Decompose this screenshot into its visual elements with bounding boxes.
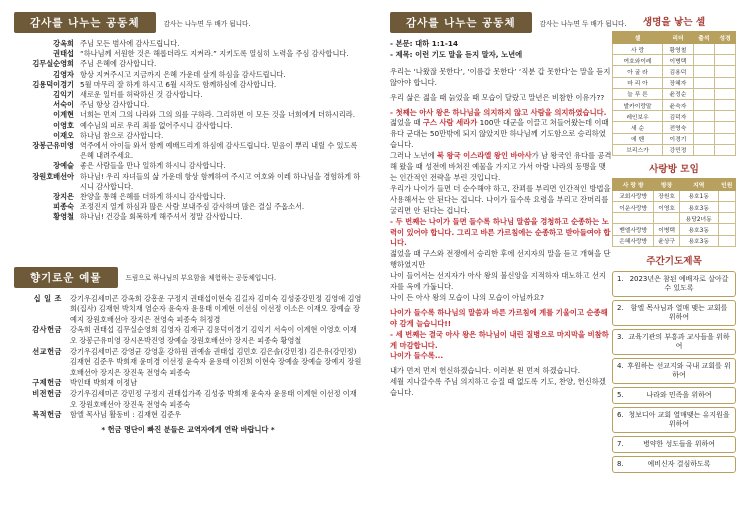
thanks-entry [14,49,362,59]
thanks-entry [14,172,362,192]
prayer-number: 8. [617,459,624,468]
thanks-entry [14,192,362,202]
cells-cell [693,122,714,133]
sermon-text-run: 세월 지나갈수록 주님 의지하고 승질 때 없도록 기도, 찬양, 헌신하겠습니다. [390,377,606,398]
offering-names: 강옥희 권태섭 김무실순영희 김영자 김재구 김용덕이경기 김익기 서숙이 이계현 이영호 이재오 장봉근유미영 장시온박진영 장예슬 장원호배선아 장지은 피종숙 황영철 [70,325,357,346]
groups-cell [718,224,735,235]
prayer-number: 5. [617,390,624,399]
sermon-header [390,12,627,33]
cells-row [613,133,736,144]
thanks-entry [14,70,362,80]
offering-header [14,267,362,288]
sermon-title: 감사를 나누는 공동체 [390,12,532,33]
offering-row [14,325,362,346]
cells-cell: 장혜자 [663,77,694,88]
offering-row [14,294,362,326]
thanks-title: 감사를 나누는 공동체 [14,12,156,33]
sermon-text-run: 나이 들어서는 선지자가 아사 왕의 불신앙을 지적하자 대노하고 선지자를 옥에 가둡니다. [390,271,606,292]
prayer-text: 2023년은 참된 예배자로 살아갈 수 있도록 [629,274,729,292]
prayer-number: 1. [617,274,624,283]
groups-row [613,224,736,235]
prayer-text: 함엘 목사님과 열매 맺는 교회를 위하여 [630,303,728,321]
sermon-text-run: 북 왕국 이스라엘 왕인 바아사 [436,151,532,161]
thanks-text: 하나님! 우리 자녀들의 삶 가운데 항상 함께하여 주시고 여호와 이레 하나님을 경험하게 하시니 감사합니다. [80,171,361,191]
groups-header-cell: 인원 [718,178,735,190]
prayer-text: 후원하는 선교지와 국내 교회를 위하여 [627,361,731,379]
thanks-name: 황영철 [53,212,74,222]
sermon-paragraph [390,93,612,104]
offering-list [14,294,362,421]
prayer-title: 주간기도제목 [646,255,702,267]
groups-header-cell: 방장 [654,178,679,190]
thanks-text: 하나님! 건강을 회복하게 해주셔서 정말 감사합니다. [80,212,243,222]
thanks-entry [14,59,362,69]
thanks-text: 역주에서 아이들 와서 함께 예배드리게 하심에 감사드립니다. 믿음이 뿌리 내릴 수 있도록 은혜 내려주세요. [80,141,358,161]
groups-header-cell: 사 랑 방 [613,178,654,190]
groups-cell [718,190,735,201]
groups-cell: 은혜사랑방 [613,235,654,246]
sermon-paragraph [390,330,612,352]
offering-label: 선교헌금 [32,346,62,356]
sermon-text-run: 나이가 들수록 하나님의 말씀과 바른 가르침에 계를 기울이고 순종해야 감게 늘습니다!! [390,307,608,328]
groups-cell: 이영호 [654,202,679,213]
cells-cell [693,144,714,155]
thanks-entry [14,212,362,222]
thanks-entry [14,161,362,171]
thanks-name: 권태섭 [53,49,74,59]
prayer-item [612,456,736,473]
prayer-item [612,387,736,404]
sermon-text-run: - 세 번째는 결국 아사 왕은 하나님이 내린 질병으로 마지막을 비참하게 마감합니다. [390,329,609,350]
prayer-number: 6. [617,410,624,419]
offering-names: 함엘 목사님 활동비 : 김재현 김준우 [70,410,182,420]
cells-table [612,31,736,156]
prayer-number: 4. [617,361,624,370]
groups-cell: 용호1동 [679,190,718,201]
cells-cell [714,122,735,133]
cells-cell [714,66,735,77]
cells-cell [693,88,714,99]
offering-row [14,347,362,379]
prayer-item [612,436,736,453]
cells-cell [714,44,735,55]
sermon-paragraph [390,271,612,293]
sermon-heading: - 제목: 이런 기도 말을 듣지 말자, 노년에 [390,49,523,59]
offering-names: 박인태 박희재 이정남 [70,378,138,388]
right-column [612,14,736,476]
cells-cell: 늘 푸 른 [613,88,663,99]
sermon-text-run: 우리가 나이가 들면 더 순수해야 하고, 잔꾀를 부리면 인간적인 방법을 사용해서는 안 된다는 겁니다. 나이가 들수록 요령을 부리고 잔머리를 굴리면 안 된다는 겁니다. [390,183,611,215]
cells-cell: 강민정 [663,144,694,155]
thanks-entry [14,202,362,212]
groups-cell [613,213,654,224]
thanks-entry [14,131,362,141]
sermon-subtitle: 감사는 나누면 두 배가 됩니다. [539,19,627,28]
cells-cell: 전영숙 [663,122,694,133]
thanks-name: 서숙이 [53,100,74,110]
prayer-list [612,271,736,473]
thanks-text: 조정진지 열게 하심과 많은 사람 보내주심 감사하며 많은 결실 주옵소서. [80,202,305,212]
thanks-name: 김용덕이경기 [32,79,74,89]
thanks-text: 주님 모든 범사에 감사드립니다. [80,39,180,48]
cells-cell: 레인보우 [613,111,663,122]
groups-cell: 교회사랑방 [613,190,654,201]
sermon-paragraph [390,184,612,217]
groups-table [612,178,736,247]
prayer-number: 3. [617,332,624,341]
cells-cell: 여호와이레 [613,55,663,66]
sermon-text-run: 우리 삶은 젊을 때 늙었을 때 모습이 달랐고 말년은 비참한 이유가?? [390,92,605,102]
thanks-entry [14,90,362,100]
offering-note: * 헌금 명단이 빠진 분들은 교역자에게 연락 바랍니다 * [101,424,275,434]
groups-cell: 용호3동 [679,224,718,235]
offering-label: 비전헌금 [32,389,62,398]
cells-cell [714,144,735,155]
thanks-name: 장봉근유미영 [32,141,74,151]
thanks-entry [14,141,362,161]
sermon-text-run: 나이 든 아사 왕의 모습이 나의 모습이 아닐까요? [390,292,545,302]
thanks-name: 김무실순영희 [32,59,74,69]
offering-names: 강기우김세미곤 강영균 강영훈 강하원 권예솔 권태섭 김민호 김은솔(강민정) 김은유(강민정) 김재현 김준우 박희재 윤미경 이선정 윤숙자 윤용태 이진희 이현숙 장예솔 장예슬 장예지 장원호배선아 장지은 장진욱 전영숙 피종숙 [70,346,362,377]
prayer-item-inner [617,275,731,293]
thanks-name: 김익기 [53,90,74,100]
sermon-paragraph [390,217,612,250]
thanks-list [14,39,362,223]
groups-cell: 이병택 [654,224,679,235]
sermon-paragraph [390,377,612,399]
cells-row [613,55,736,66]
prayer-item-inner [617,460,731,469]
prayer-text: 청보디아 교회 열매맺는 유지원을 위하여 [628,410,730,428]
sermon-paragraph [390,249,612,271]
groups-cell [654,213,679,224]
cells-header-cell: 셀 [613,32,663,44]
cells-row [613,44,736,55]
sermon-text-run: 젊었을 때 [390,118,423,128]
thanks-text: 하나님 참으로 감사합니다. [80,130,164,140]
prayer-item [612,407,736,433]
groups-cell: 벧엘사랑방 [613,224,654,235]
thanks-name: 김영자 [53,69,74,79]
cells-row [613,66,736,77]
prayer-text: 병약한 성도들을 위하여 [642,439,716,448]
thanks-name: 장지은 [53,192,74,202]
thanks-name: 장예슬 [53,161,74,171]
thanks-text: 예수님의 피로 우리 죄를 없어주시니 감사합니다. [80,120,233,130]
thanks-text: 항상 지켜주시고 지금까지 은혜 가운데 살게 하심을 감사드립니다. [80,69,286,79]
sermon-paragraph [390,293,612,304]
sermon-paragraph [390,108,612,119]
groups-cell: 용호3동 [679,235,718,246]
cells-cell: 에 벤 [613,133,663,144]
sermon-text-run: 우리는 ‘나왔잖 못한다’, ‘이름갑 못한다’ ‘직분 갑 못한다’는 말을 듣지 않아야 합니다. [390,66,611,87]
offering-subtitle: 드림으로 하나님의 부요함을 체험하는 공동체입니다. [125,274,277,283]
cells-cell: 이병택 [663,55,694,66]
sermon-text-run: 나이가 들수록... [390,351,444,361]
thanks-entry [14,110,362,120]
thanks-text: 찬양을 통해 은혜를 더하게 하시니 감사합니다. [80,192,226,202]
sermon-paragraph [390,351,612,362]
offering-names: 강기우김세미곤 강민정 구정지 권태섭가족 김성중 박희재 윤숙자 윤용태 이계현 이선정 이재오 장원호배선아 장진욱 전영숙 피종숙 [70,389,357,409]
cells-cell: 김용덕 [663,66,694,77]
thanks-name: 장원호배선아 [32,171,74,181]
groups-cell: 이운사랑방 [613,202,654,213]
sermon-text-run: 100만 대군을 이끌고 쳐들어왔는데 이때 유다 군대는 50만밖에 되지 않았지만 하나님께 기도함으로 승리하였습니다. [390,118,609,150]
sermon-body [390,67,612,399]
prayer-item [612,271,736,297]
sermon-text-run: 가 남 왕국인 유다를 공격해 왔을 때 성전에 바쳐진 예물을 가지고 가서 아람 나라의 동맹을 맺는 인간적인 전략을 부린 것입니다. [390,151,612,182]
cells-cell: 브리스가 [613,144,663,155]
thanks-text: 새로운 일터를 허락하신 것 감사합니다. [80,90,203,100]
cells-cell [714,133,735,144]
sermon-paragraph [390,151,612,184]
groups-row [613,202,736,213]
prayer-text: 나라와 민족을 위하여 [646,390,712,399]
thanks-name: 피종숙 [53,202,74,212]
cells-cell [693,77,714,88]
groups-cell [718,202,735,213]
groups-title: 사랑방 모임 [649,163,699,175]
sermon-text-run: 그러나 노년에 [390,151,437,161]
left-column [14,12,362,435]
thanks-entry [14,100,362,110]
middle-column [390,12,627,399]
sermon-text-run: 내가 먼저 먼저 헌신하겠습니다. 이러분 왼 먼저 하겠습니다. [390,366,581,376]
thanks-text: 주님 항상 감사합니다. [80,100,150,110]
thanks-entry [14,121,362,131]
thanks-text: 5월 마무리 잘 하게 하시고 6월 시작도 함께하심에 감사합니다. [80,79,277,89]
cells-cell: 윤숙자 [663,99,694,110]
cells-cell [714,88,735,99]
cells-header-cell: 성경 [714,32,735,44]
groups-cell: 용당2녀동 [679,213,718,224]
offering-row [14,410,362,421]
groups-row [613,213,736,224]
prayer-item [612,300,736,326]
cells-row [613,122,736,133]
thanks-entry [14,80,362,90]
sermon-paragraph [390,308,612,330]
cells-cell: 새 순 [613,122,663,133]
cells-cell [714,99,735,110]
cells-cell [693,55,714,66]
cells-cell [693,133,714,144]
cells-row [613,111,736,122]
cells-cell: 발카이랑말 [613,99,663,110]
offering-title: 향기로운 예물 [14,267,118,288]
cells-cell: 김덕자 [663,111,694,122]
thanks-name: 이재오 [53,130,74,140]
offering-row [14,378,362,389]
thanks-text: “하나님께 서원한 것은 해롭더라도 지켜라.” 지키도록 열심히 노력을 주심 감사합니다. [80,49,349,59]
thanks-entry [14,39,362,49]
prayer-item-inner [617,333,731,351]
cells-header-cell: 출석 [693,32,714,44]
cells-row [613,99,736,110]
offering-row [14,389,362,410]
thanks-text: 주님 은혜에 감사합니다. [80,59,157,69]
sermon-text-run: 젊었을 때 구스와 전쟁에서 승리한 후에 선지자의 말을 듣고 개혁을 단행하였지만 [390,249,611,270]
sermon-text-run: - 두 번째는 나이가 들면 들수록 하나님 말씀을 경청하고 순종하는 노력이 있어야 합니다. 그리고 바른 가르침에는 순종하고 받아들여야 합니다. [390,216,611,248]
cells-cell: 사 랑 [613,44,663,55]
groups-cell [718,235,735,246]
groups-cell: 윤상구 [654,235,679,246]
cells-cell [693,111,714,122]
prayer-item-inner [617,362,731,380]
offering-label: 십 일 조 [33,293,62,303]
groups-cell [718,213,735,224]
cells-row [613,88,736,99]
prayer-item-inner [617,391,731,400]
offering-label: 구제헌금 [32,378,62,388]
sermon-text-run: - 첫째는 아사 왕은 하나님을 의지하지 않고 사람을 의지하였습니다. [390,107,607,117]
sermon-text-run: 구스 사람 세라가 [422,118,478,128]
prayer-item [612,329,736,355]
cells-title: 생명을 낳는 셀 [642,17,706,28]
cells-cell [693,44,714,55]
cells-cell: 아 굴 라 [613,66,663,77]
prayer-item-inner [617,304,731,322]
sermon-paragraph [390,118,612,151]
prayer-item-inner [617,440,731,449]
thanks-text: 좋은 사람들을 만나 일하게 하시니 감사합니다. [80,161,226,171]
cells-cell [714,111,735,122]
offering-label: 목적헌금 [32,410,62,420]
thanks-name: 강옥희 [53,39,74,48]
thanks-name: 이계현 [53,110,74,120]
cells-cell: 마 리 아 [613,77,663,88]
thanks-subtitle: 감사는 나누면 두 배가 됩니다. [163,19,251,28]
cells-cell: 이경기 [663,133,694,144]
groups-row [613,235,736,246]
sermon-paragraph [390,366,612,377]
cells-cell [693,66,714,77]
cells-row [613,77,736,88]
prayer-item-inner [617,411,731,429]
prayer-text: 예비신자 결심하도록 [647,459,711,468]
groups-cell: 장원호 [654,190,679,201]
prayer-number: 2. [617,303,624,312]
cells-cell: 황영철 [663,44,694,55]
prayer-text: 교육기관의 부흥과 교사들을 위하여 [628,332,730,350]
cells-cell: 윤정순 [663,88,694,99]
thanks-text: 너희는 먼저 그의 나라와 그의 의를 구하라. 그리하면 이 모든 것을 너희에게 더하시리라. [80,110,355,120]
offering-names: 강기우김세미곤 강옥희 강흥운 구정지 권태섭이현숙 김길자 김미숙 김성중강민정 김영애 김영희(집사) 김재현 박치재 염순자 윤숙자 윤용태 이계현 이선심 이선정 이소은 이재오 장예슬 장예지 장원호배선아 장지은 전영숙 피종숙 허정경 [70,293,362,324]
offering-label: 감사헌금 [32,325,62,335]
thanks-header [14,12,362,33]
sermon-paragraph [390,67,612,89]
prayer-number: 7. [617,439,624,448]
groups-cell: 용호3동 [679,202,718,213]
thanks-name: 이영호 [53,120,74,130]
cells-row [613,144,736,155]
cells-cell [714,55,735,66]
cells-cell [714,77,735,88]
cells-cell [693,99,714,110]
prayer-item [612,358,736,384]
groups-row [613,190,736,201]
groups-header-cell: 지역 [679,178,718,190]
cells-header-cell: 리더 [663,32,694,44]
sermon-text-ref: - 본문: 대하 1:1-14 [390,39,459,48]
